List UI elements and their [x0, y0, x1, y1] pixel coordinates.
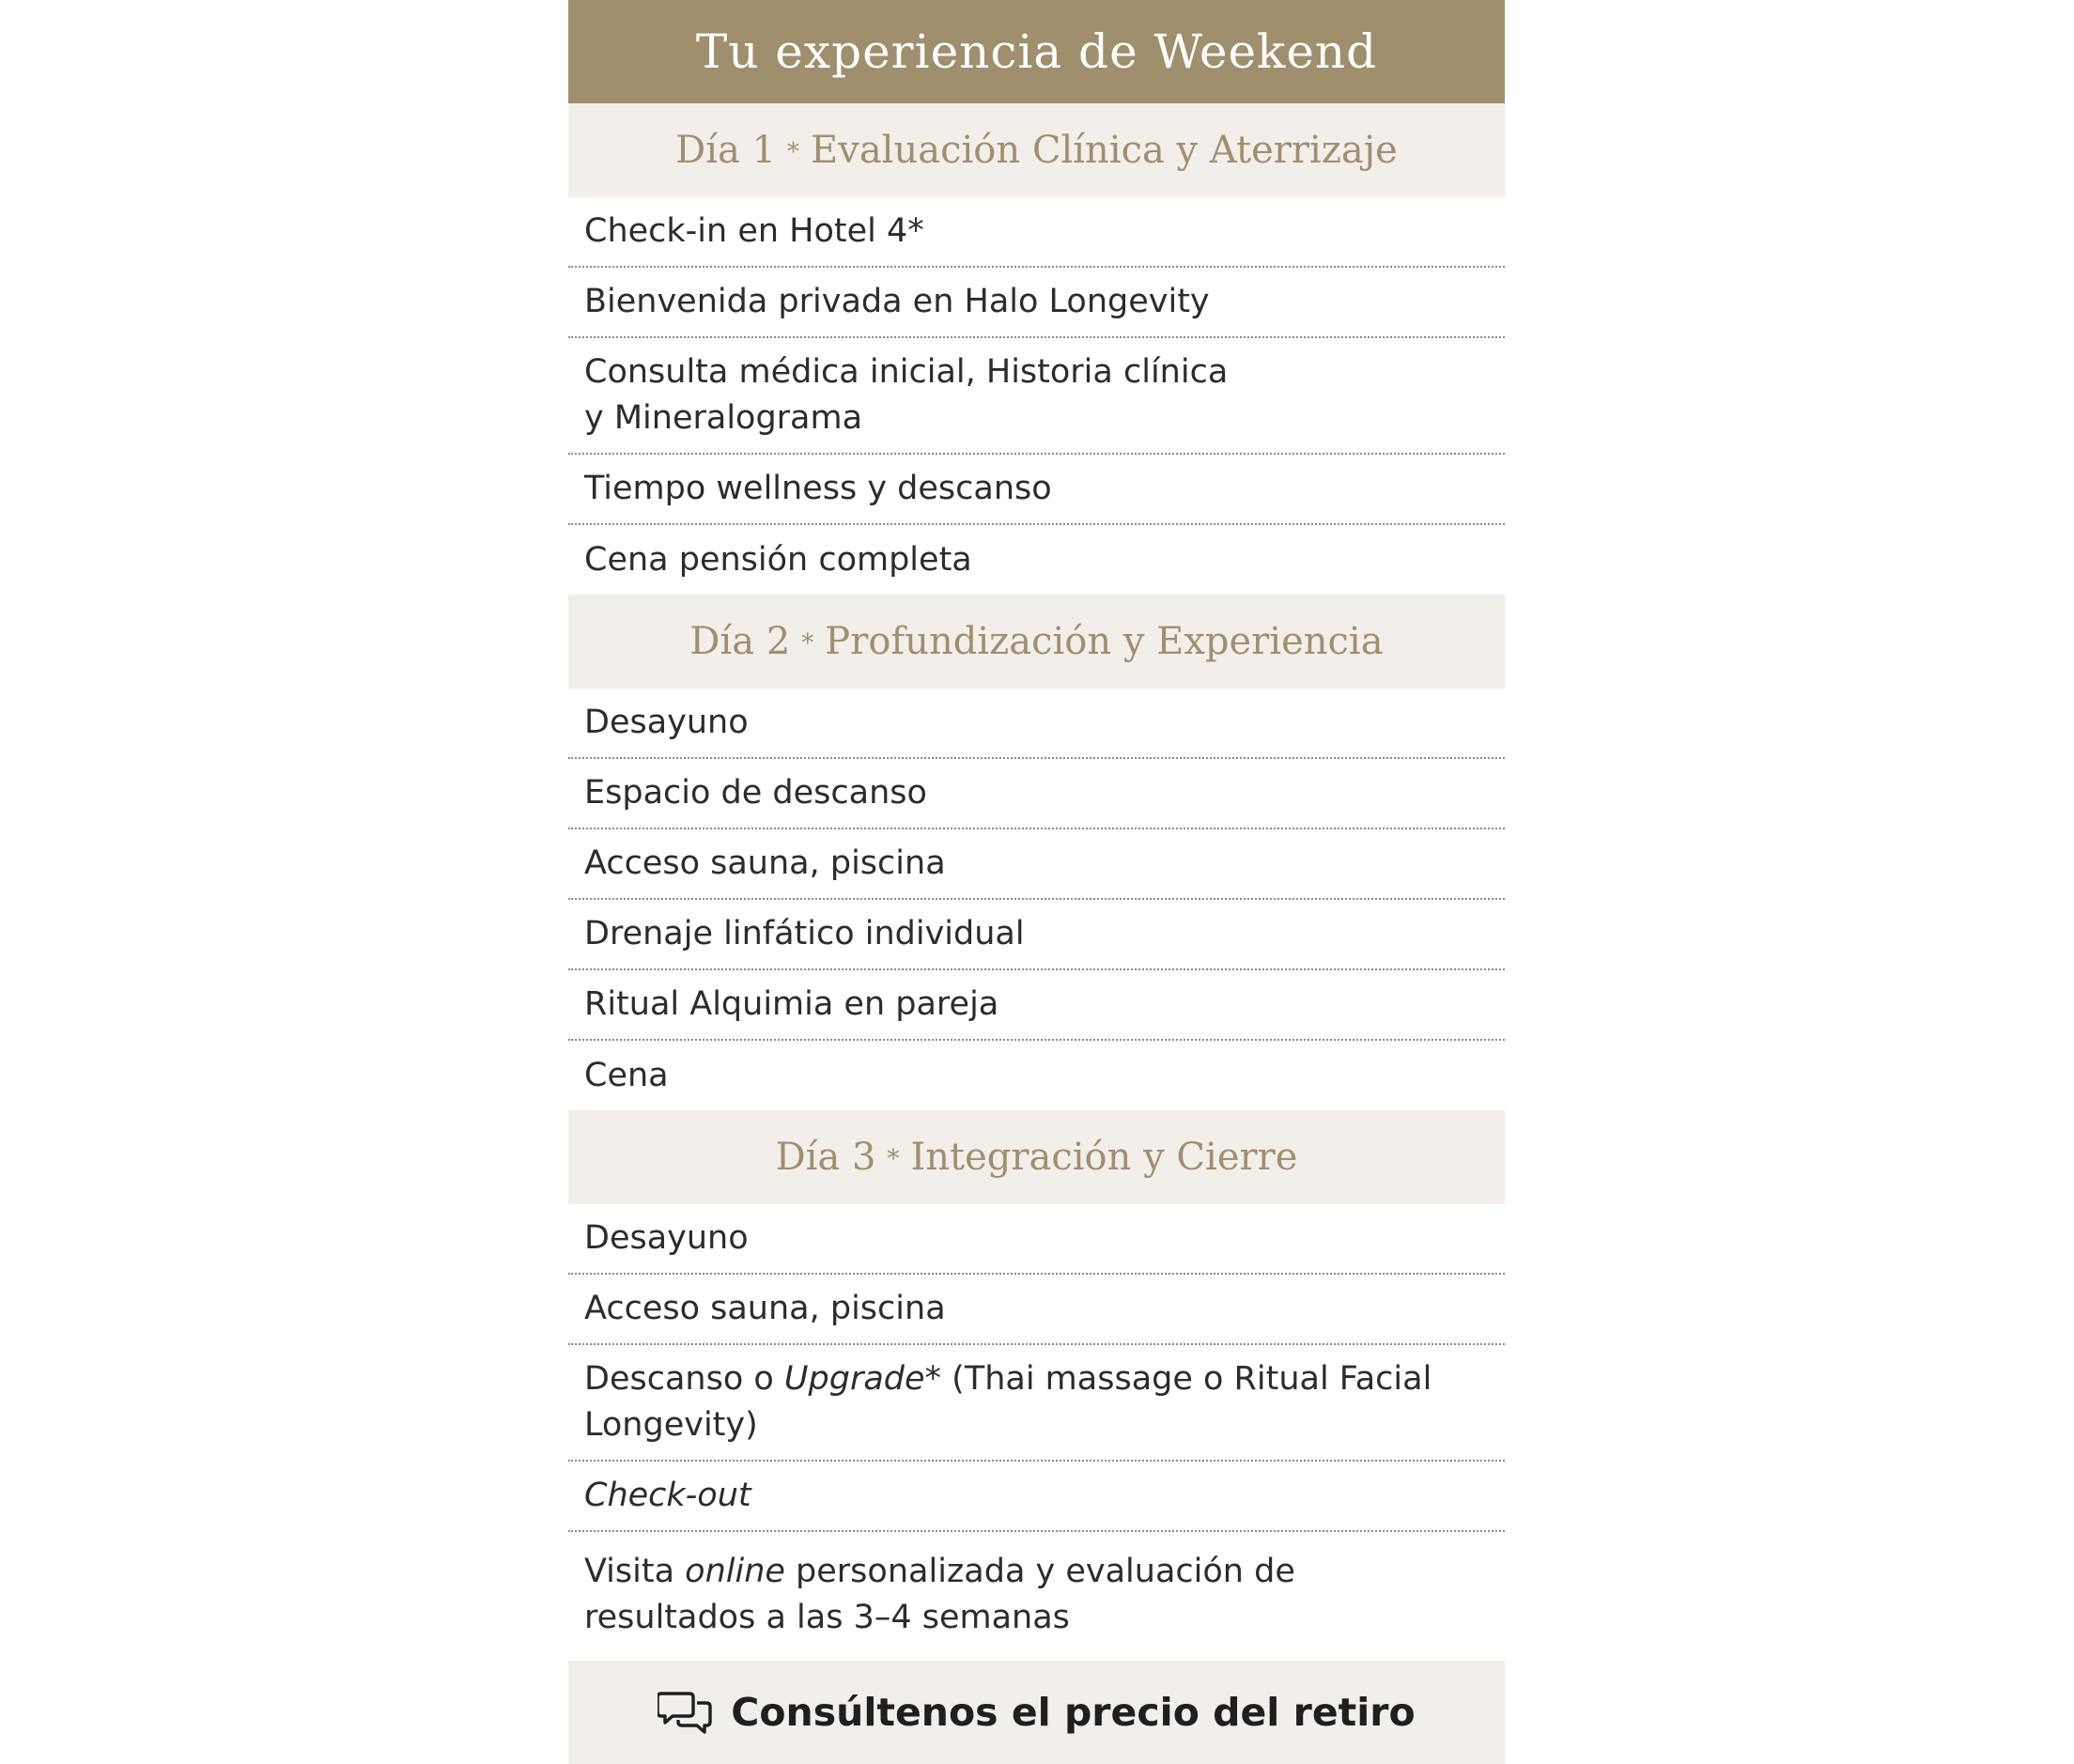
list-item-emphasis: Upgrade*: [783, 1360, 942, 1398]
weekend-experience-card: [568, 0, 1505, 1764]
list-item: [568, 689, 1505, 759]
day-separator-icon: *: [887, 1145, 900, 1173]
day-1-label: Día 1: [675, 129, 777, 172]
list-item: [568, 338, 1505, 455]
day-3-label: Día 3: [775, 1136, 876, 1179]
list-item-line: resultados a las 3–4 semanas: [584, 1599, 1070, 1636]
list-item-text: Cena pensión completa: [584, 540, 972, 579]
day-3-title: Integración y Cierre: [910, 1136, 1298, 1179]
list-item-text: Check-in en Hotel 4*: [584, 212, 924, 250]
list-item-text: Drenaje linfático individual: [584, 915, 1025, 952]
day-1-header: [568, 103, 1505, 197]
list-item: [568, 970, 1505, 1041]
list-item: [568, 829, 1505, 900]
day-2-label: Día 2: [689, 620, 791, 663]
list-item-text: Desayuno: [584, 704, 749, 741]
list-item: [568, 1345, 1505, 1462]
list-item-text: [584, 349, 1228, 441]
day-3-header: [568, 1110, 1505, 1204]
list-item-segment: Descanso o: [584, 1360, 784, 1398]
list-item: [568, 1204, 1505, 1275]
list-item: [568, 1532, 1505, 1658]
list-item-text: Check-out: [584, 1477, 751, 1514]
list-item-text: [584, 1356, 1432, 1448]
list-item-line: Consulta médica inicial, Historia clínica: [584, 353, 1229, 391]
list-item-text: [584, 1549, 1295, 1641]
day-1-title: Evaluación Clínica y Aterrizaje: [811, 129, 1398, 172]
page-title-text: Tu experiencia de Weekend: [695, 24, 1378, 79]
list-item-text: Acceso sauna, piscina: [584, 844, 946, 882]
list-item: [568, 759, 1505, 829]
list-item-segment: Visita: [584, 1553, 686, 1590]
list-item-text: Cena: [584, 1056, 669, 1094]
price-inquiry-button[interactable]: [568, 1661, 1505, 1764]
day-2-header: [568, 595, 1505, 689]
list-item: [568, 197, 1505, 268]
price-inquiry-label[interactable]: Consúltenos el precio del retiro: [731, 1690, 1416, 1735]
chat-bubbles-icon: [658, 1690, 712, 1735]
list-item: [568, 1462, 1505, 1532]
list-item-text: Espacio de descanso: [584, 774, 927, 812]
day-separator-icon: *: [787, 138, 800, 166]
day-2-title: Profundización y Experiencia: [825, 620, 1384, 663]
list-item-text: Ritual Alquimia en pareja: [584, 985, 999, 1023]
list-item: [568, 1275, 1505, 1345]
list-item-emphasis: online: [685, 1553, 785, 1590]
page-title: [568, 0, 1505, 103]
list-item-text: Acceso sauna, piscina: [584, 1290, 946, 1327]
list-item-text: Tiempo wellness y descanso: [584, 470, 1052, 507]
list-item-line: y Mineralograma: [584, 399, 863, 437]
list-item-segment: (Thai massage o Ritual Facial: [941, 1360, 1432, 1398]
day-separator-icon: *: [801, 629, 814, 658]
list-item-segment: personalizada y evaluación de: [784, 1553, 1295, 1590]
list-item-text: Bienvenida privada en Halo Longevity: [584, 283, 1210, 320]
list-item-line: Longevity): [584, 1406, 758, 1444]
list-item: [568, 525, 1505, 595]
list-item: [568, 900, 1505, 970]
list-item-text: Desayuno: [584, 1219, 749, 1257]
list-item: [568, 455, 1505, 525]
list-item: [568, 268, 1505, 338]
list-item: [568, 1041, 1505, 1110]
